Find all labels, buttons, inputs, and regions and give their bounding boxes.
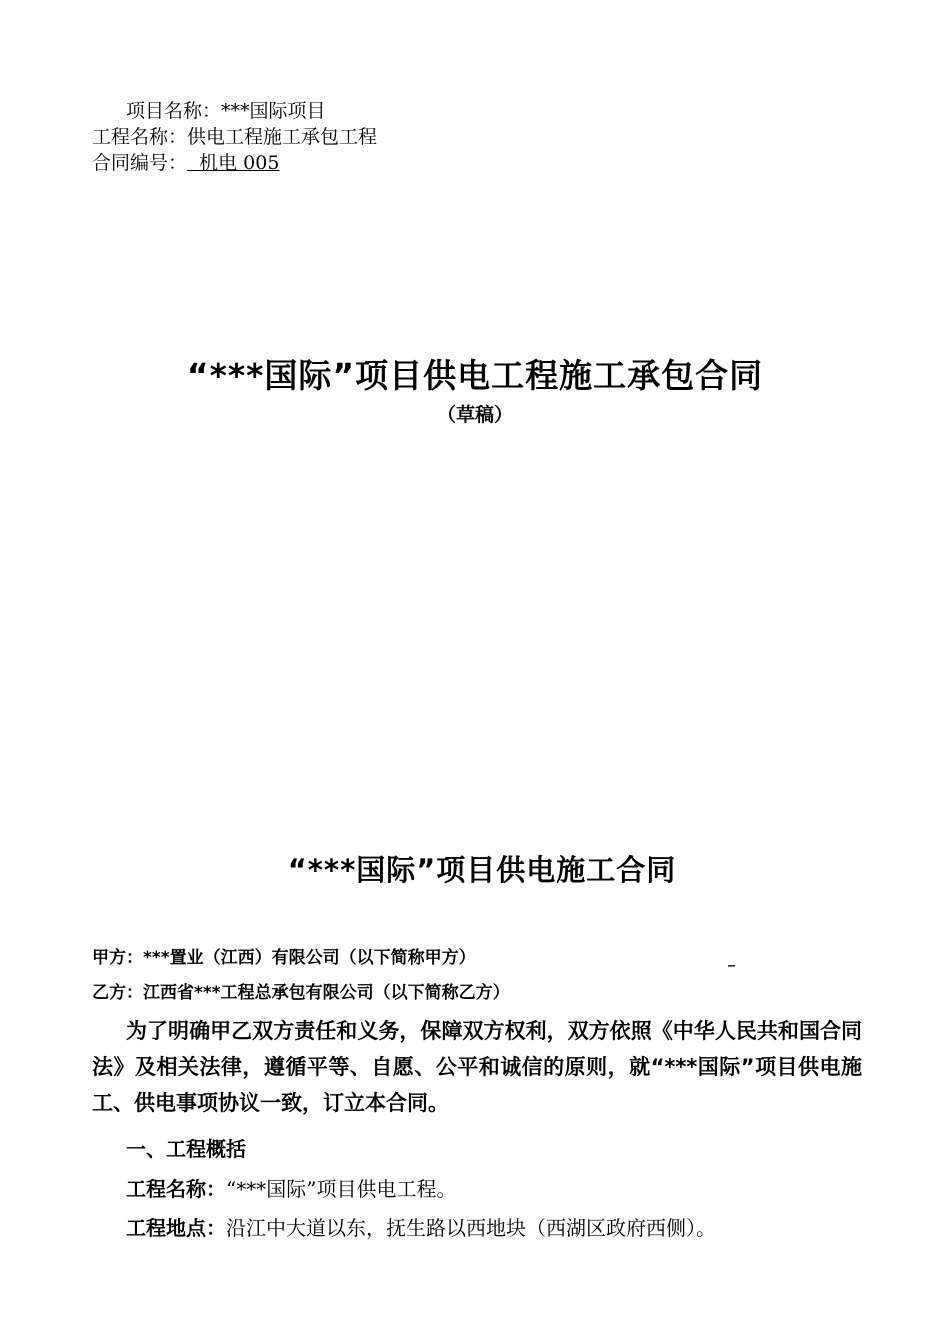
engineering-name-value: 供电工程施工承包工程: [187, 126, 378, 148]
contract-number-label: 合同编号：: [92, 152, 188, 174]
engineering-name-label: 工程名称：: [92, 126, 188, 148]
contract-title: “***国际”项目供电施工合同: [287, 853, 677, 887]
engineering-name-line: [92, 125, 377, 149]
project-name-label: 项目名称：: [126, 100, 222, 122]
project-location-value: 沿江中大道以东，抚生路以西地块（西湖区政府西侧）。: [226, 1216, 716, 1240]
project-name-info-label: 工程名称：: [126, 1177, 226, 1201]
section-1-heading: 一、工程概括: [126, 1137, 246, 1161]
intro-paragraph: 为了明确甲乙双方责任和义务，保障双方权利，双方依照《中华人民共和国合同法》及相关法律，遵循平等、自愿、公平和诚信的原则，就“***国际”项目供电施工、供电事项协议一致，订立本合同。: [92, 1019, 862, 1115]
cover-subtitle: （草稿）: [436, 404, 513, 426]
contract-number-value: [187, 151, 333, 175]
party-a: 甲方：***置业（江西）有限公司（以下简称甲方）: [92, 948, 476, 968]
project-name-info: [126, 1175, 456, 1203]
project-location-label: 工程地点：: [126, 1216, 226, 1240]
party-a-blank: _: [728, 951, 735, 967]
project-name-line: [126, 99, 326, 123]
party-b: 乙方：江西省***工程总承包有限公司（以下简称乙方）: [92, 983, 510, 1003]
cover-title: “***国际”项目供电工程施工承包合同: [186, 356, 764, 395]
contract-number-line: [92, 151, 333, 175]
project-name-value: ***国际项目: [221, 100, 326, 122]
project-location-info: [126, 1214, 716, 1242]
project-name-info-value: “***国际”项目供电工程。: [226, 1177, 457, 1201]
contract-number-text: 机电 005: [199, 152, 280, 174]
